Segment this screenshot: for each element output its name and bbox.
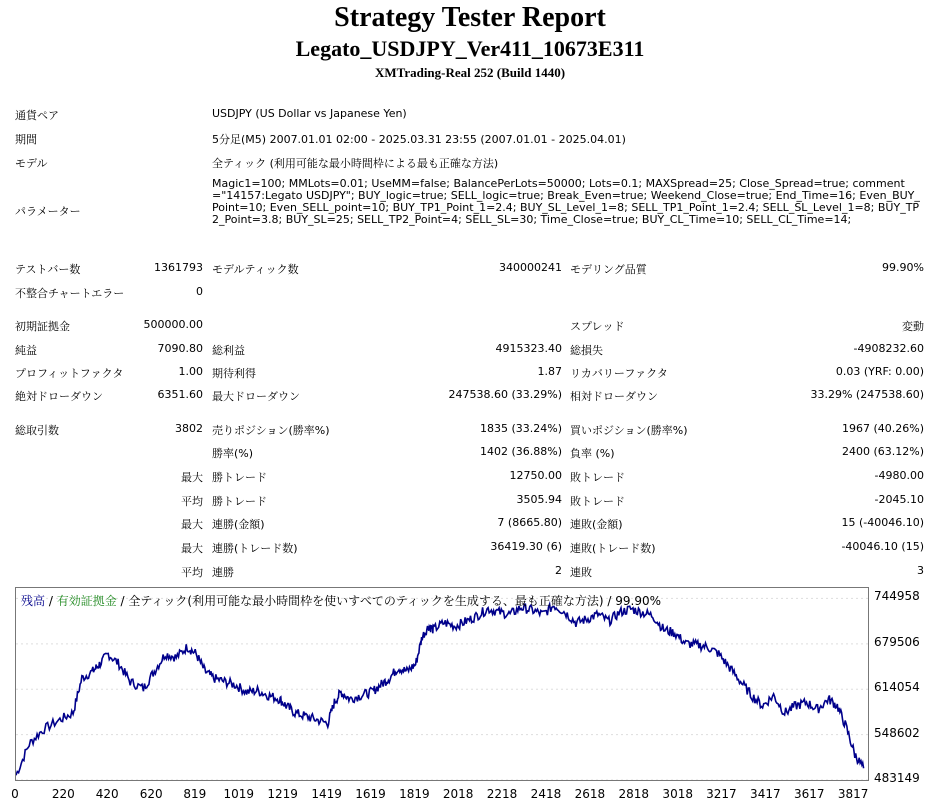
best-value: 12750.00 [509,469,562,482]
trades-label: 総取引数 [15,424,59,437]
avg-word-1: 平均 [181,495,203,508]
recovery-label: リカバリーファクタ [570,367,668,380]
legend-description: 全ティック(利用可能な最小時間枠を使いすべてのティックを生成する、最も正確な方法) / 99.90% [128,594,662,608]
x-tick-label-13: 2618 [574,787,606,801]
symbol-label: 通貨ペア [15,109,59,122]
x-tick-label-2: 420 [95,787,119,801]
legend-sep-1: / [45,594,57,608]
legend-balance: 残高 [21,594,46,608]
max-cons-loss-label: 連敗(金額) [570,518,623,531]
x-tick-label-9: 1819 [399,787,430,801]
avg-cons-win-value: 2 [555,564,562,577]
x-tick-label-0: 0 [11,787,19,801]
net-label: 純益 [15,344,37,357]
mismatch-value: 0 [196,285,203,298]
long-label: 買いポジション(勝率%) [570,424,688,437]
x-tick-label-6: 1219 [267,787,298,801]
max-dd-label: 最大ドローダウン [212,390,300,403]
x-tick-label-15: 3018 [662,787,693,801]
bars-label: テストバー数 [15,263,81,276]
max-cons-win-value: 7 (8665.80) [497,516,562,529]
max-word-2: 最大 [181,518,203,531]
x-tick-label-19: 3817 [837,787,869,801]
server-name: XMTrading-Real 252 (Build 1440) [374,65,566,80]
net-value: 7090.80 [157,342,203,355]
max-word-3: 最大 [181,542,203,555]
gross-loss-label: 総損失 [570,344,603,357]
best-label: 勝トレード [212,471,267,484]
ticks-value: 340000241 [499,261,562,274]
mismatch-label: 不整合チャートエラー [15,287,125,300]
ticks-label: モデルティック数 [212,263,299,276]
recovery-value: 0.03 (YRF: 0.00) [835,365,924,378]
pf-label: プロフィットファクタ [15,367,124,380]
gross-profit-value: 4915323.40 [495,342,562,355]
abs-dd-label: 絶対ドローダウン [15,390,103,403]
max-cons-lossamt-value: -40046.10 (15) [841,540,924,553]
params-label: パラメーター [15,205,81,218]
worst-value: -4980.00 [874,469,924,482]
trades-value: 3802 [175,422,203,435]
legend-sep-2: / [116,594,129,608]
expected-value: 1.87 [537,365,562,378]
pf-value: 1.00 [178,365,203,378]
y-tick-label-3: 548602 [874,725,920,740]
period-label: 期間 [15,133,37,146]
max-word-1: 最大 [181,471,203,484]
max-cons-profit-value: 36419.30 (6) [490,540,562,553]
winrate-label: 勝率(%) [212,447,254,460]
y-tick-label-2: 614054 [874,680,920,695]
short-value: 1835 (33.24%) [479,422,562,435]
params-value: Magic1=100; MMLots=0.01; UseMM=false; BalancePerLots=50000; Lots=0.1; MAXSpread=25; Close_Spread=true; comment="14157:Legato USDJPY"; BUY_logic=true; SELL_logic=true; Break_Even=true; Weekend_Close=true; End_Time=16; Even_BUY_Point=10; Even_SELL_point=10; BUY_TP1_Point_1=2.4; BUY_SL_Level_1=8; SELL_TP1_Point_1=2.4; SELL_SL_Level_1=8; BUY_TP2_Point=3.8; BUY_SL=25; SELL_TP2_Point=4; SELL_SL=30; Time_Close=true; BUY_CL_Time=10; SELL_CL_Time=14; [212,177,920,226]
gross-loss-value: -4908232.60 [853,342,924,355]
max-dd-value: 247538.60 (33.29%) [448,388,562,401]
bars-value: 1361793 [154,261,203,274]
x-tick-label-3: 620 [139,787,163,801]
deposit-label: 初期証拠金 [15,320,70,333]
quality-value: 99.90% [882,261,924,274]
max-cons-loss-value: 15 (-40046.10) [841,516,924,529]
model-label: モデル [15,157,48,170]
report-title: Strategy Tester Report [334,2,606,33]
y-tick-label-1: 679506 [874,634,920,649]
quality-label: モデリング品質 [570,263,647,276]
avg-cons-win-label: 連勝 [212,566,234,579]
x-tick-label-18: 3617 [793,787,825,801]
rel-dd-label: 相対ドローダウン [570,390,658,403]
model-value: 全ティック (利用可能な最小時間枠による最も正確な方法) [212,157,499,170]
chart-legend [21,592,661,609]
short-label: 売りポジション(勝率%) [212,424,330,437]
balance-chart [15,587,869,781]
period-value: 5分足(M5) 2007.01.01 02:00 - 2025.03.31 23:55 (2007.01.01 - 2025.04.01) [212,133,626,146]
x-tick-label-12: 2418 [530,787,562,801]
max-cons-profit-label: 連勝(トレード数) [212,542,298,555]
y-tick-label-0: 744958 [874,589,920,604]
x-tick-label-14: 2818 [618,787,650,801]
x-tick-label-17: 3417 [750,787,781,801]
rel-dd-value: 33.29% (247538.60) [810,388,924,401]
deposit-value: 500000.00 [143,318,203,331]
y-tick-label-4: 483149 [874,771,920,785]
avg-loss-label: 敗トレード [570,495,625,508]
legend-equity: 有効証拠金 [56,594,117,608]
symbol-value: USDJPY (US Dollar vs Japanese Yen) [212,107,407,120]
lossrate-label: 負率 (%) [570,447,615,460]
avg-win-value: 3505.94 [516,493,562,506]
avg-cons-loss-label: 連敗 [570,566,592,579]
x-tick-label-11: 2218 [486,787,518,801]
x-tick-label-10: 2018 [442,787,474,801]
x-tick-label-7: 1419 [311,787,342,801]
max-cons-win-label: 連勝(金額) [212,518,265,531]
spread-value: 変動 [902,320,924,333]
max-cons-lossamt-label: 連敗(トレード数) [570,542,656,555]
x-tick-label-16: 3217 [706,787,737,801]
abs-dd-value: 6351.60 [157,388,203,401]
x-tick-label-8: 1619 [355,787,386,801]
winrate-value: 1402 (36.88%) [479,445,562,458]
x-tick-label-4: 819 [183,787,207,801]
report-subtitle: Legato_USDJPY_Ver411_10673E311 [295,36,645,61]
avg-loss-value: -2045.10 [874,493,924,506]
x-tick-label-5: 1019 [223,787,255,801]
avg-word-2: 平均 [181,566,203,579]
long-value: 1967 (40.26%) [841,422,924,435]
balance-chart-svg [16,588,868,780]
expected-label: 期待利得 [212,367,256,380]
avg-win-label: 勝トレード [212,495,267,508]
spread-label: スプレッド [570,320,625,333]
gross-profit-label: 総利益 [212,344,245,357]
avg-cons-loss-value: 3 [917,564,924,577]
lossrate-value: 2400 (63.12%) [841,445,924,458]
worst-label: 敗トレード [570,471,625,484]
x-tick-label-1: 220 [51,787,75,801]
